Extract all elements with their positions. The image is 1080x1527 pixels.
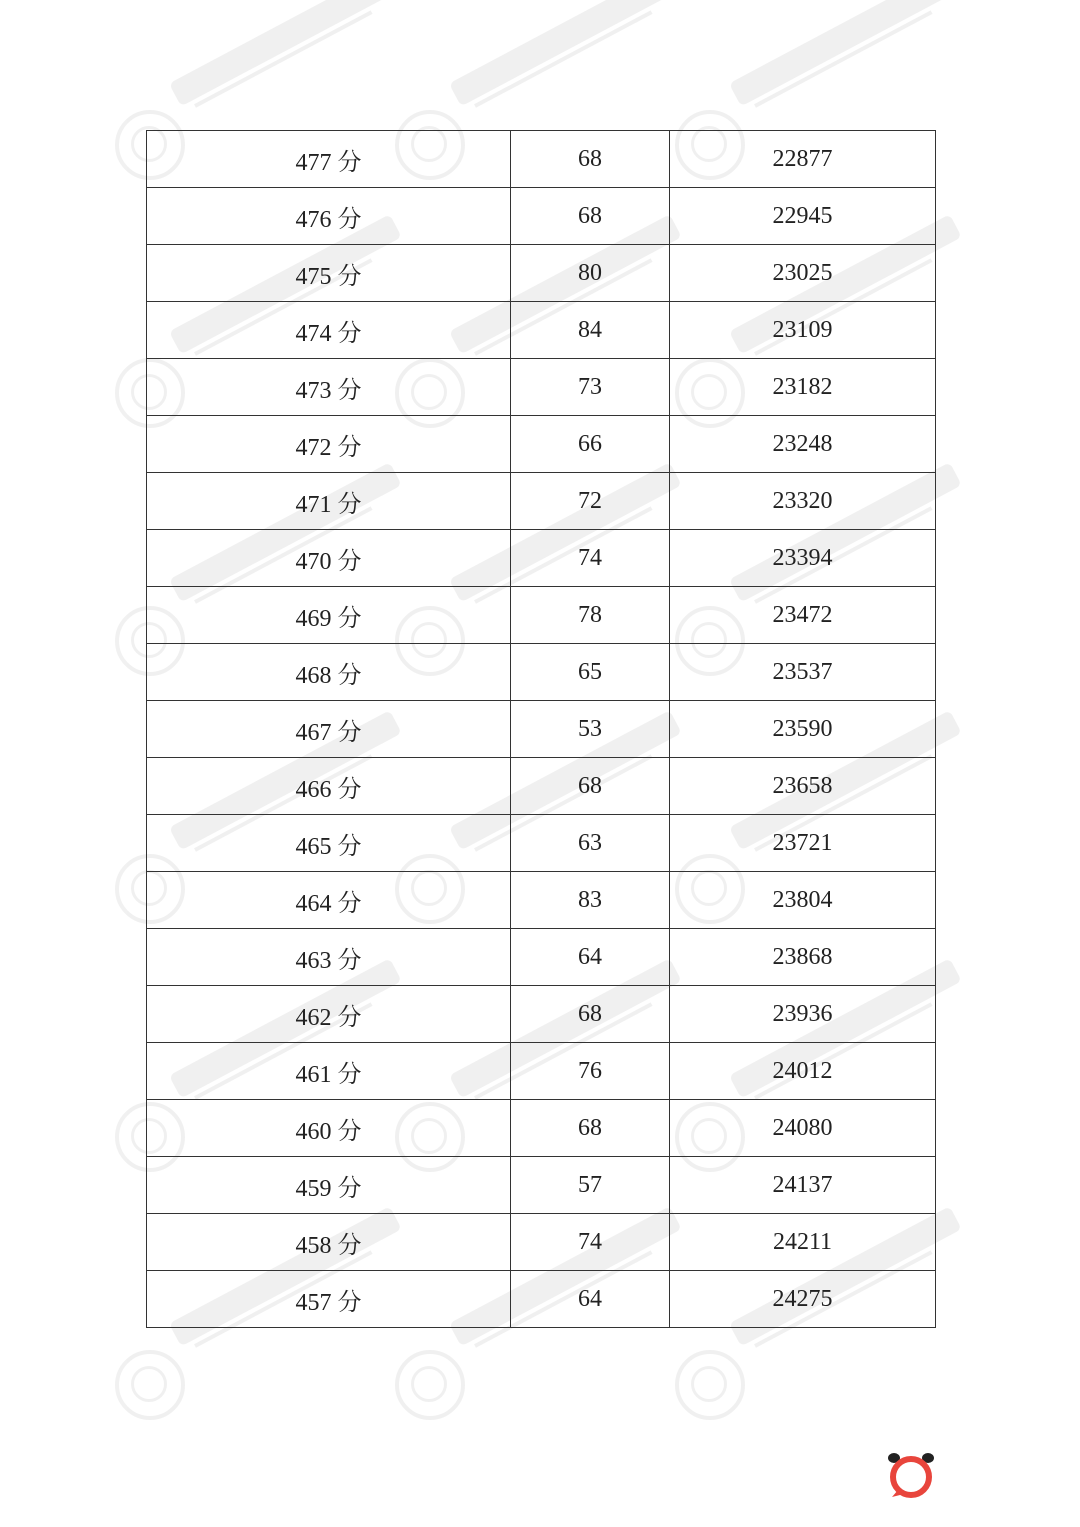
count-cell: 72 [511,473,670,530]
cumulative-cell: 24211 [670,1214,936,1271]
table-row [147,1271,936,1328]
score-cell: 470 分 [147,530,511,587]
count-cell: 68 [511,986,670,1043]
cumulative-cell: 23472 [670,587,936,644]
panda-ring-logo-icon [884,1450,938,1500]
count-cell: 68 [511,1100,670,1157]
count-cell: 53 [511,701,670,758]
table-row [147,416,936,473]
table-row [147,1157,936,1214]
count-cell: 64 [511,1271,670,1328]
count-cell: 68 [511,131,670,188]
score-cell: 475 分 [147,245,511,302]
cumulative-cell: 23868 [670,929,936,986]
table-row [147,1043,936,1100]
cumulative-cell: 23590 [670,701,936,758]
score-cell: 466 分 [147,758,511,815]
table-row [147,644,936,701]
cumulative-cell: 22945 [670,188,936,245]
score-cell: 461 分 [147,1043,511,1100]
score-cell: 467 分 [147,701,511,758]
count-cell: 76 [511,1043,670,1100]
cumulative-cell: 23936 [670,986,936,1043]
score-distribution-table [146,130,936,1328]
count-cell: 63 [511,815,670,872]
count-cell: 83 [511,872,670,929]
count-cell: 84 [511,302,670,359]
count-cell: 80 [511,245,670,302]
count-cell: 65 [511,644,670,701]
cumulative-cell: 22877 [670,131,936,188]
count-cell: 68 [511,188,670,245]
table-row [147,815,936,872]
score-cell: 462 分 [147,986,511,1043]
score-cell: 473 分 [147,359,511,416]
score-cell: 477 分 [147,131,511,188]
count-cell: 73 [511,359,670,416]
count-cell: 78 [511,587,670,644]
table-row [147,473,936,530]
score-cell: 457 分 [147,1271,511,1328]
table-row [147,587,936,644]
table-row [147,1100,936,1157]
table-row [147,929,936,986]
cumulative-cell: 24012 [670,1043,936,1100]
score-cell: 465 分 [147,815,511,872]
table-row [147,131,936,188]
score-cell: 469 分 [147,587,511,644]
cumulative-cell: 23025 [670,245,936,302]
table-row [147,1214,936,1271]
count-cell: 66 [511,416,670,473]
score-cell: 472 分 [147,416,511,473]
score-cell: 464 分 [147,872,511,929]
count-cell: 57 [511,1157,670,1214]
cumulative-cell: 23320 [670,473,936,530]
count-cell: 68 [511,758,670,815]
score-cell: 474 分 [147,302,511,359]
table-row [147,359,936,416]
table-row [147,302,936,359]
count-cell: 64 [511,929,670,986]
score-cell: 459 分 [147,1157,511,1214]
cumulative-cell: 23537 [670,644,936,701]
count-cell: 74 [511,1214,670,1271]
table-row [147,188,936,245]
score-cell: 460 分 [147,1100,511,1157]
table-row [147,245,936,302]
cumulative-cell: 24137 [670,1157,936,1214]
table-row [147,701,936,758]
score-cell: 476 分 [147,188,511,245]
cumulative-cell: 23182 [670,359,936,416]
table-row [147,986,936,1043]
score-cell: 471 分 [147,473,511,530]
cumulative-cell: 24275 [670,1271,936,1328]
cumulative-cell: 23804 [670,872,936,929]
cumulative-cell: 24080 [670,1100,936,1157]
score-cell: 463 分 [147,929,511,986]
cumulative-cell: 23721 [670,815,936,872]
count-cell: 74 [511,530,670,587]
cumulative-cell: 23109 [670,302,936,359]
table-row [147,530,936,587]
cumulative-cell: 23394 [670,530,936,587]
table-row [147,758,936,815]
score-cell: 468 分 [147,644,511,701]
cumulative-cell: 23658 [670,758,936,815]
table-row [147,872,936,929]
score-cell: 458 分 [147,1214,511,1271]
cumulative-cell: 23248 [670,416,936,473]
